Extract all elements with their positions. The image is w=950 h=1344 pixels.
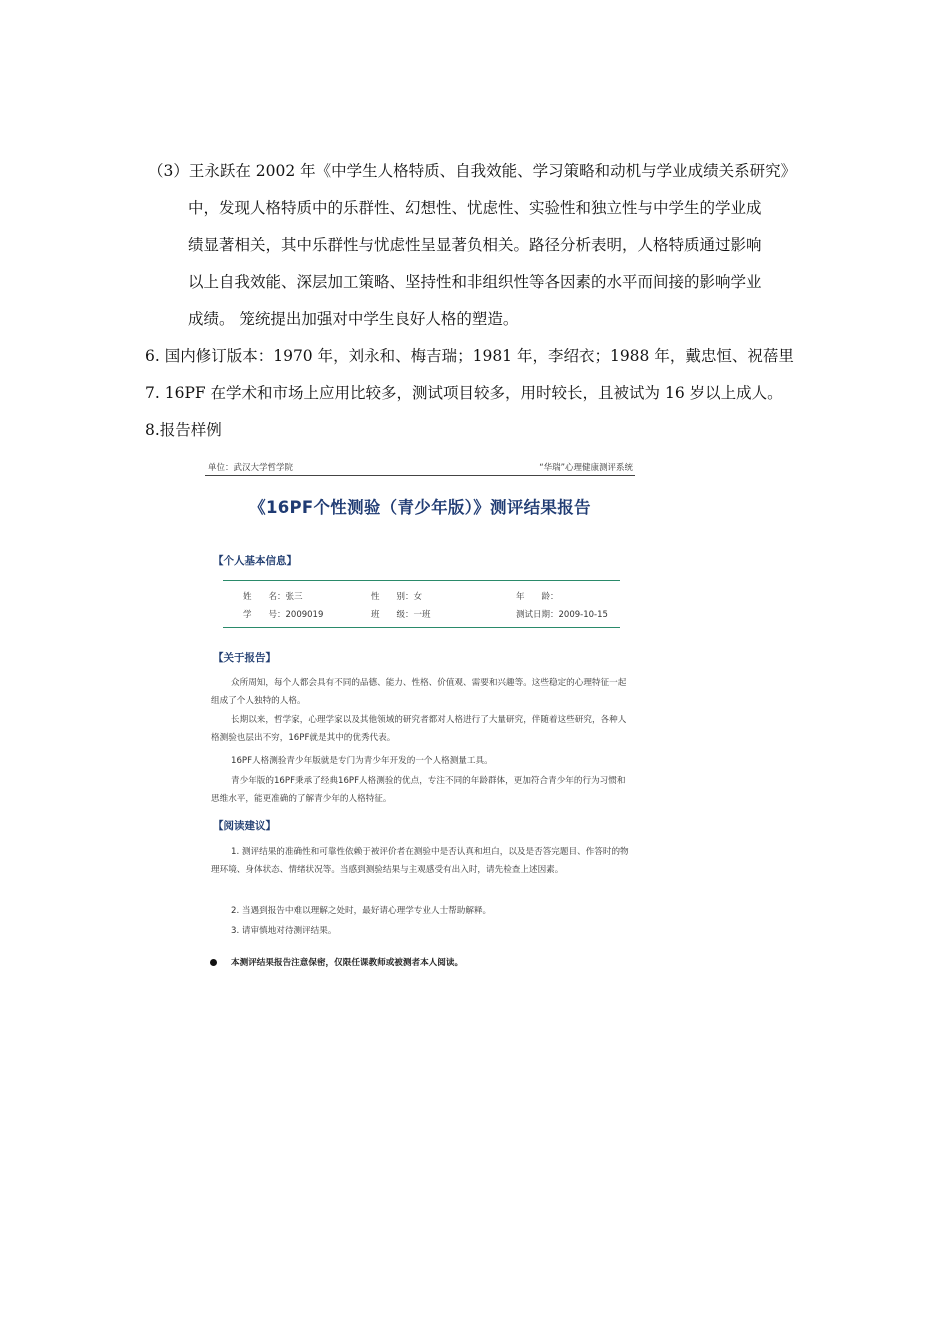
about-text-1: 众所周知，每个人都会具有不同的品德、能力、性格、价值观、需要和兴趣等。这些稳定的心理特征一起组成了个人独特的人格。: [211, 678, 627, 706]
report-header: [205, 459, 635, 476]
item-8: 8.报告样例: [145, 421, 222, 439]
bullet-icon: [210, 959, 217, 966]
about-text-4: 青少年版的16PF秉承了经典16PF人格测验的优点，专注不同的年龄群体，更加符合青少年的行为习惯和思维水平，能更准确的了解青少年的人格特征。: [211, 776, 626, 804]
reading-item-1: [211, 843, 631, 879]
item3-line-4: 以上自我效能、深层加工策略、坚持性和非组织性等各因素的水平而间接的影响学业: [188, 273, 762, 291]
gender-field: [371, 590, 422, 602]
name-label: 姓 名：: [243, 592, 286, 602]
item-6: 6. 国内修订版本：1970 年，刘永和、梅吉瑞；1981 年，李绍衣；1988 年，戴忠恒、祝蓓里: [145, 347, 794, 365]
reading-heading: 【阅读建议】: [213, 820, 276, 832]
about-para-3: [211, 752, 631, 770]
test-date-value: 2009-10-15: [558, 610, 608, 620]
report-system-name: “华瑞”心理健康测评系统: [539, 463, 633, 473]
reading-text-2: 2. 当遇到报告中难以理解之处时，最好请心理学专业人士帮助解释。: [231, 906, 492, 916]
item3-line-3: 绩显著相关，其中乐群性与忧虑性呈显著负相关。路径分析表明，人格特质通过影响: [188, 236, 762, 254]
name-field: [243, 590, 303, 602]
reading-item-2: [211, 902, 631, 920]
item3-line-2: 中，发现人格特质中的乐群性、幻想性、忧虑性、实验性和独立性与中学生的学业成: [188, 199, 762, 217]
item3-line-1: （3）王永跃在 2002 年《中学生人格特质、自我效能、学习策略和动机与学业成绩关系研究》: [148, 162, 797, 180]
item-7: 7. 16PF 在学术和市场上应用比较多，测试项目较多，用时较长，且被试为 16 岁以上成人。: [145, 384, 783, 402]
student-id-value: 2009019: [285, 610, 324, 620]
class-label: 班 级：: [371, 610, 414, 620]
age-field: [516, 590, 559, 602]
about-para-2: [211, 711, 631, 747]
report-unit: 单位：武汉大学哲学院: [208, 463, 294, 473]
about-text-2: 长期以来，哲学家，心理学家以及其他领域的研究者都对人格进行了大量研究，伴随着这些研究，各种人格测验也层出不穷，16PF就是其中的优秀代表。: [211, 715, 627, 743]
report-sample: [205, 459, 635, 979]
info-bottom-rule: [223, 627, 620, 628]
about-text-3: 16PF人格测验青少年版就是专门为青少年开发的一个人格测量工具。: [231, 756, 493, 766]
gender-value: 女: [413, 592, 423, 602]
class-value: 一班: [413, 610, 431, 620]
item3-line-5: 成绩。 笼统提出加强对中学生良好人格的塑造。: [188, 310, 519, 328]
student-id-label: 学 号：: [243, 610, 286, 620]
about-heading: 【关于报告】: [213, 652, 276, 664]
reading-item-3: [211, 922, 631, 940]
reading-text-1: 1. 测评结果的准确性和可靠性依赖于被评价者在测验中是否认真和坦白，以及是否答完题目、作答时的物理环境、身体状态、情绪状况等。当感到测验结果与主观感受有出入时，请先检查上述因素。: [211, 847, 629, 875]
age-label: 年 龄：: [516, 592, 559, 602]
about-para-1: [211, 674, 631, 710]
confidential-note: 本测评结果报告注意保密，仅限任课教师或被测者本人阅读。: [231, 958, 464, 968]
basic-info-heading: 【个人基本信息】: [213, 555, 297, 567]
student-id-field: [243, 608, 323, 620]
test-date-field: [516, 608, 608, 620]
report-title: 《16PF个性测验（青少年版）》测评结果报告: [249, 498, 591, 517]
test-date-label: 测试日期：: [516, 610, 559, 620]
class-field: [371, 608, 431, 620]
reading-text-3: 3. 请审慎地对待测评结果。: [231, 926, 337, 936]
about-para-4: [211, 772, 631, 808]
info-top-rule: [223, 580, 620, 581]
name-value: 张三: [285, 592, 303, 602]
gender-label: 性 别：: [371, 592, 414, 602]
